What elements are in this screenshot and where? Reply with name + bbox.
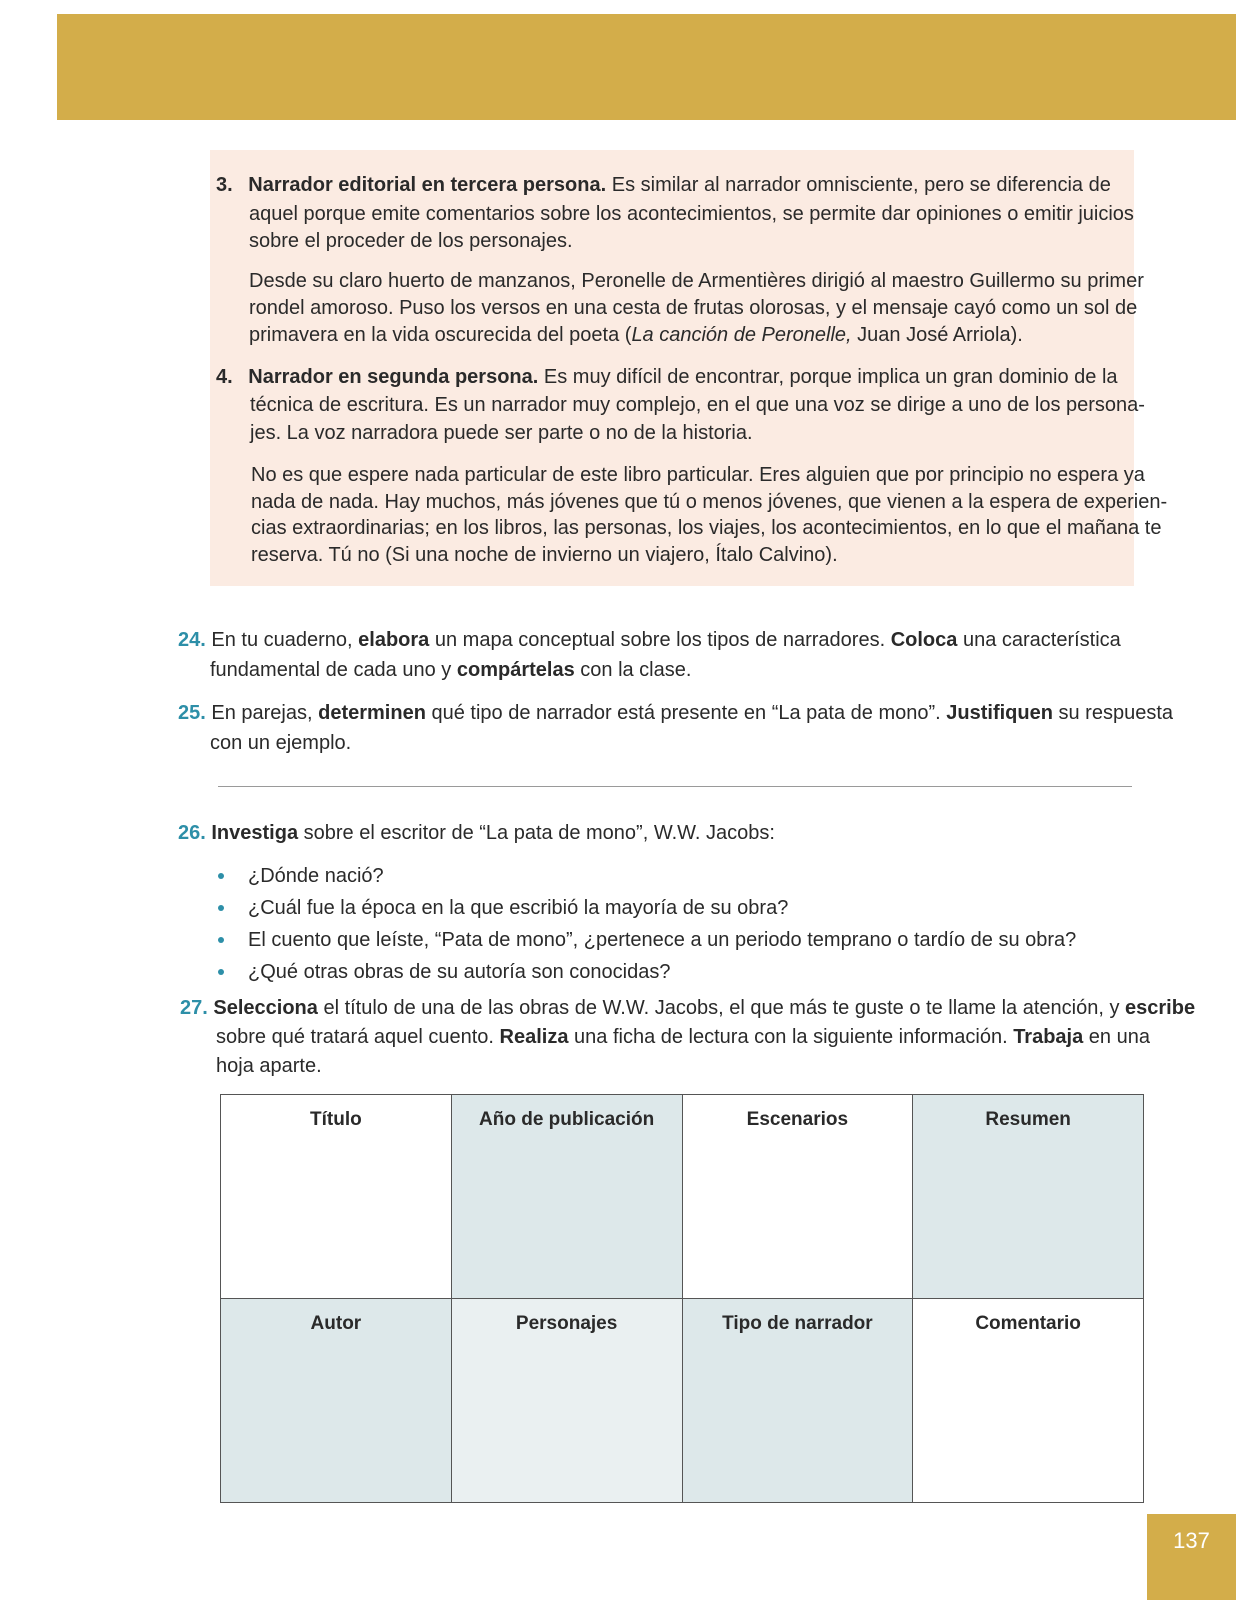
table-row: [221, 1299, 1144, 1503]
q24-verb-coloca: Coloca: [890, 629, 958, 651]
question-25-line-2: con un ejemplo.: [210, 732, 352, 754]
item-4-example-2: nada de nada. Hay muchos, más jóvenes que tú o menos jóvenes, que vienen a la espera de experien-: [251, 491, 1168, 513]
q24-verb-elabora: elabora: [358, 629, 430, 651]
question-27-number: 27.: [180, 997, 208, 1019]
item-3-example-3: [249, 322, 1023, 349]
item-4-number: 4.: [216, 366, 233, 388]
q24-text: una característica: [957, 629, 1121, 651]
item-3-line-3: sobre el proceder de los personajes.: [249, 230, 573, 252]
list-item: [218, 956, 1076, 988]
cell-escenarios[interactable]: Escenarios: [682, 1095, 913, 1299]
item-3-example-2: rondel amoroso. Puso los versos en una cesta de frutas olorosas, y el mensaje cayó como un sol de: [249, 297, 1138, 319]
cell-personajes[interactable]: Personajes: [451, 1299, 682, 1503]
item-3-number: 3.: [216, 174, 233, 196]
item-4-title: Narrador en segunda persona.: [248, 366, 539, 388]
header-band: [57, 14, 1236, 120]
item-3-example-3a: primavera en la vida oscurecida del poeta (: [249, 324, 632, 346]
list-item: [218, 860, 1076, 892]
q27-text: una ficha de lectura con la siguiente información.: [568, 1026, 1014, 1048]
page-number: 137: [1147, 1514, 1236, 1600]
bullet-text: ¿Cuál fue la época en la que escribió la mayoría de su obra?: [248, 897, 789, 919]
question-24-line-2: [210, 657, 691, 684]
item-4-text-1: Es muy difícil de encontrar, porque implica un gran dominio de la: [543, 366, 1118, 388]
question-26-line-1: [178, 820, 775, 847]
question-25-number: 25.: [178, 702, 206, 724]
item-3-line-2: aquel porque emite comentarios sobre los acontecimientos, se permite dar opiniones o emitir juicios: [249, 203, 1134, 225]
bullet-text: ¿Dónde nació?: [248, 865, 384, 887]
cell-comentario[interactable]: Comentario: [913, 1299, 1144, 1503]
item-4-example-1: No es que espere nada particular de este libro particular. Eres alguien que por principio no espera ya: [251, 464, 1145, 486]
q27-verb-selecciona: Selecciona: [213, 997, 318, 1019]
cell-titulo[interactable]: Título: [221, 1095, 452, 1299]
q25-text: En parejas,: [211, 702, 319, 724]
bullet-text: ¿Qué otras obras de su autoría son conocidas?: [248, 961, 671, 983]
table-row: [221, 1095, 1144, 1299]
q27-verb-trabaja: Trabaja: [1013, 1026, 1084, 1048]
item-4-line-3: jes. La voz narradora puede ser parte o no de la historia.: [250, 422, 753, 444]
q25-verb-determinen: determinen: [318, 702, 426, 724]
q24-text: fundamental de cada uno y: [210, 659, 457, 681]
cell-resumen[interactable]: Resumen: [913, 1095, 1144, 1299]
question-27-line-1: [180, 995, 1195, 1022]
question-27-line-2: [216, 1024, 1150, 1051]
question-24-line-1: [178, 627, 1121, 654]
item-4-example-3: cias extraordinarias; en los libros, las personas, los viajes, los acontecimientos, en lo que el mañana te: [251, 517, 1162, 539]
bullet-text: El cuento que leíste, “Pata de mono”, ¿pertenece a un periodo temprano o tardío de su obra?: [248, 929, 1077, 951]
question-26-number: 26.: [178, 822, 206, 844]
q24-text: con la clase.: [574, 659, 692, 681]
question-26-bullets: [218, 860, 1076, 988]
q26-text: sobre el escritor de “La pata de mono”, W.W. Jacobs:: [298, 822, 775, 844]
item-3-example-title: La canción de Peronelle,: [631, 324, 852, 346]
q26-verb-investiga: Investiga: [211, 822, 299, 844]
q24-verb-compartelas: compártelas: [456, 659, 575, 681]
item-3-line-1: [216, 172, 1111, 199]
bullet-dot-icon: [218, 969, 224, 975]
cell-ano-publicacion[interactable]: Año de publicación: [451, 1095, 682, 1299]
list-item: [218, 924, 1076, 956]
item-3-title: Narrador editorial en tercera persona.: [248, 174, 607, 196]
bullet-dot-icon: [218, 905, 224, 911]
list-item: [218, 892, 1076, 924]
cell-autor[interactable]: Autor: [221, 1299, 452, 1503]
q25-verb-justifiquen: Justifiquen: [946, 702, 1053, 724]
q27-verb-escribe: escribe: [1125, 997, 1196, 1019]
q25-text: su respuesta: [1052, 702, 1174, 724]
question-24-number: 24.: [178, 629, 206, 651]
item-3-text-1: Es similar al narrador omnisciente, pero se diferencia de: [611, 174, 1111, 196]
item-3-example-3b: Juan José Arriola).: [851, 324, 1023, 346]
reading-card-table: [220, 1094, 1144, 1503]
q25-text: qué tipo de narrador está presente en “La pata de mono”.: [425, 702, 947, 724]
q24-text: un mapa conceptual sobre los tipos de narradores.: [429, 629, 891, 651]
q27-verb-realiza: Realiza: [499, 1026, 569, 1048]
item-3-example-1: Desde su claro huerto de manzanos, Peronelle de Armentières dirigió al maestro Guillermo su primer: [249, 270, 1144, 292]
answer-line[interactable]: [218, 786, 1132, 787]
q24-text: En tu cuaderno,: [211, 629, 359, 651]
item-4-line-1: [216, 364, 1118, 391]
item-4-example-4: reserva. Tú no (Si una noche de invierno un viajero, Ítalo Calvino).: [251, 544, 838, 566]
question-25-line-1: [178, 700, 1173, 727]
q27-text: el título de una de las obras de W.W. Jacobs, el que más te guste o te llame la atención, y: [317, 997, 1126, 1019]
item-4-line-2: técnica de escritura. Es un narrador muy complejo, en el que una voz se dirige a uno de los persona-: [250, 394, 1145, 416]
q27-text: sobre qué tratará aquel cuento.: [216, 1026, 500, 1048]
q27-text: en una: [1083, 1026, 1150, 1048]
bullet-dot-icon: [218, 937, 224, 943]
cell-tipo-narrador[interactable]: Tipo de narrador: [682, 1299, 913, 1503]
question-27-line-3: hoja aparte.: [216, 1055, 322, 1077]
bullet-dot-icon: [218, 873, 224, 879]
